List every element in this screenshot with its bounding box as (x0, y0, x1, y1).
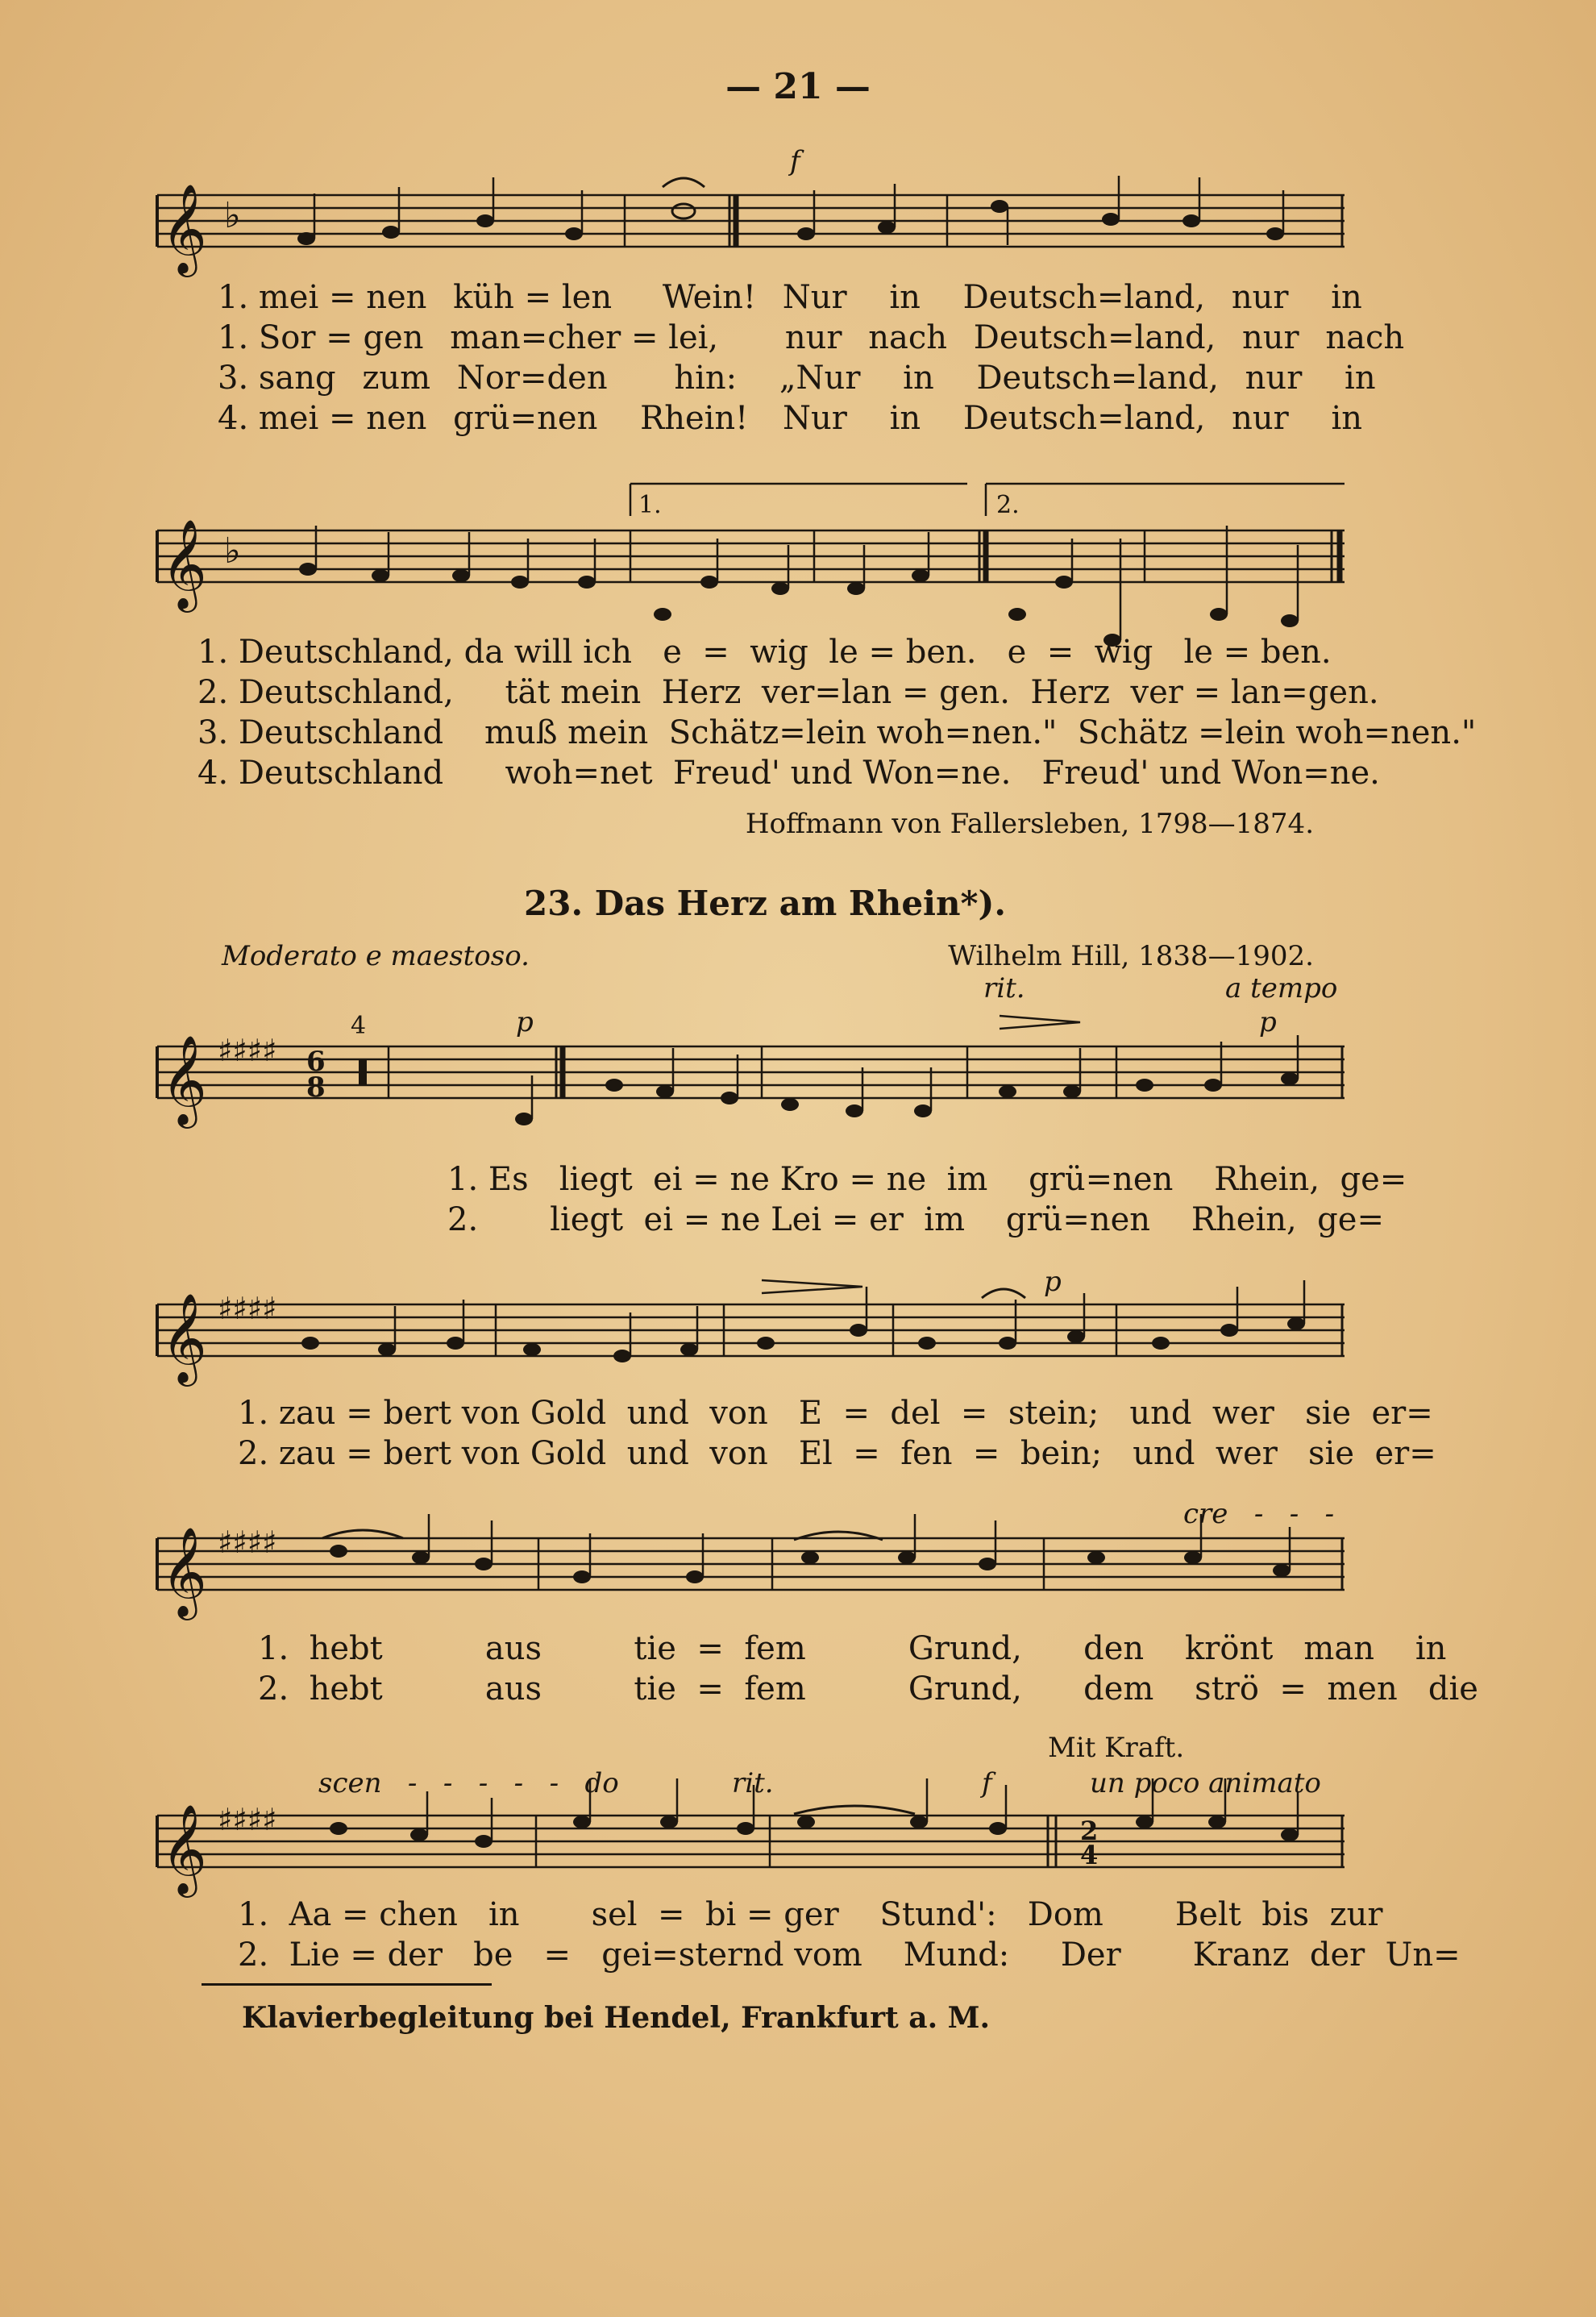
flat-icon: ♭ (224, 195, 241, 236)
svg-text:𝄞: 𝄞 (161, 1526, 207, 1616)
lyric-line: 3. sang zum Nor=den hin: „Nur in Deutsch=land, nur in (218, 360, 1376, 397)
footnote: Klavierbegleitung bei Hendel, Frankfurt a. M. (242, 2001, 991, 2035)
lyricist-credit: Hoffmann von Fallersleben, 1798—1874. (745, 808, 1314, 840)
page-number: — 21 — (725, 66, 871, 107)
lyric-line: 2. liegt ei = ne Lei = er im grü=nen Rhein, ge= (447, 1201, 1384, 1238)
staff-3 (157, 1046, 1345, 1098)
lyric-line: 3. Deutschland muß mein Schätz=lein woh=nen." Schätz =lein woh=nen." (197, 714, 1477, 751)
staff-2 (157, 484, 1345, 582)
svg-text:𝄞: 𝄞 (161, 1292, 207, 1383)
crescendo-marking: cre - - - (1183, 1498, 1335, 1530)
svg-text:𝄞: 𝄞 (161, 1803, 207, 1894)
rit-marking: rit. (732, 1767, 774, 1799)
svg-text:6: 6 (306, 1046, 326, 1078)
dynamic-forte: f (982, 1767, 992, 1799)
rit-marking: rit. (983, 972, 1025, 1005)
tempo-marking: Moderato e maestoso. (222, 940, 530, 972)
svg-text:𝄞: 𝄞 (161, 518, 207, 609)
lyric-line: 2. Lie = der be = gei=sternd vom Mund: Der Kranz der Un= (238, 1936, 1461, 1974)
lyric-line: 4. mei = nen grü=nen Rhein! Nur in Deutsch=land, nur in (218, 400, 1363, 437)
footnote-rule (202, 1983, 492, 1986)
lyric-line: 2. hebt aus tie = fem Grund, dem strö = men die (258, 1670, 1478, 1708)
lyric-line: 2. Deutschland, tät mein Herz ver=lan = gen. Herz ver = lan=gen. (197, 674, 1379, 711)
lyric-line: 1. Deutschland, da will ich e = wig le = ben. e = wig le = ben. (197, 634, 1332, 671)
lyric-line: 1. zau = bert von Gold und von E = del = stein; und wer sie er= (238, 1395, 1433, 1432)
animato-marking: un poco animato (1090, 1767, 1321, 1799)
lyric-line: 4. Deutschland woh=net Freud' und Won=ne. Freud' und Won=ne. (197, 755, 1380, 792)
svg-text:♭: ♭ (224, 530, 241, 572)
mit-kraft-marking: Mit Kraft. (1048, 1732, 1185, 1764)
svg-text:𝄞: 𝄞 (161, 1034, 207, 1125)
lyric-line: 1. Es liegt ei = ne Kro = ne im grü=nen Rhein, ge= (447, 1161, 1407, 1198)
lyric-line: 2. zau = bert von Gold und von El = fen = bein; und wer sie er= (238, 1435, 1436, 1472)
svg-text:♯♯♯♯: ♯♯♯♯ (218, 1291, 277, 1326)
svg-text:♯♯♯♯: ♯♯♯♯ (218, 1525, 277, 1560)
lyric-line: 1. Sor = gen man=cher = lei, nur nach Deutsch=land, nur nach (218, 319, 1405, 356)
svg-text:8: 8 (306, 1071, 326, 1104)
dynamic-piano: p (516, 1006, 534, 1038)
song-title: 23. Das Herz am Rhein*). (524, 884, 1006, 923)
svg-text:♯♯♯♯: ♯♯♯♯ (218, 1802, 277, 1837)
dynamic-piano: p (1044, 1266, 1062, 1298)
svg-text:2: 2 (1080, 1816, 1099, 1846)
staff-1 (157, 195, 1345, 247)
rest-measure-count: 4 (351, 1012, 367, 1040)
a-tempo-marking: a tempo (1225, 972, 1338, 1005)
composer-credit: Wilhelm Hill, 1838—1902. (948, 940, 1314, 972)
crescendo-marking: scen - - - - - do (318, 1767, 619, 1799)
dynamic-forte: f (790, 145, 800, 177)
lyric-line: 1. hebt aus tie = fem Grund, den krönt man in (258, 1630, 1447, 1667)
lyric-line: 1. Aa = chen in sel = bi = ger Stund': Dom Belt bis zur (238, 1896, 1383, 1933)
staff-4 (157, 1304, 1345, 1356)
volta-1-label: 1. (638, 491, 662, 519)
treble-clef-icon: 𝄞 (161, 183, 207, 273)
lyric-line: 1. mei = nen küh = len Wein! Nur in Deutsch=land, nur in (218, 279, 1362, 316)
dynamic-piano: p (1259, 1006, 1277, 1038)
volta-2-label: 2. (996, 491, 1020, 519)
sharps-icon: ♯♯♯♯ (218, 1033, 277, 1068)
svg-text:4: 4 (1080, 1840, 1099, 1870)
